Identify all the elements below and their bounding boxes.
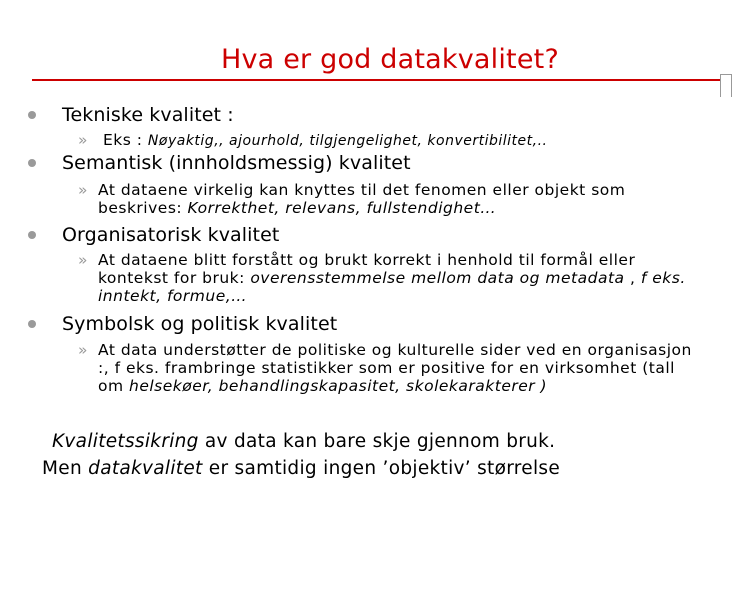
sub-text: At data understøtter de politiske og kulturelle sider ved en organisasjon	[98, 341, 692, 359]
sub-bullet-marker-icon: »	[78, 341, 88, 359]
sub-bullet-marker-icon: »	[78, 131, 88, 149]
sub-text-italic: overensstemmelse mellom data og metadata	[250, 269, 625, 287]
sub-bullet-semantisk	[78, 181, 718, 217]
sub-text-italic: helsekøer, behandlingskapasitet, skolekarakterer )	[129, 377, 548, 395]
sub-text-italic: Nøyaktig,, ajourhold, tilgjengelighet, konvertibilitet,..	[147, 133, 548, 149]
closing-italic: datakvalitet	[88, 458, 203, 479]
bullet-organisatorisk	[28, 224, 279, 246]
closing-italic: Kvalitetssikring	[52, 431, 199, 452]
bullet-heading: Semantisk (innholdsmessig) kvalitet	[62, 152, 411, 174]
sub-text: At dataene virkelig kan knyttes til det fenomen eller objekt som	[98, 181, 626, 199]
closing-text: av data kan bare skje gjennom bruk.	[198, 431, 556, 452]
sub-text: kontekst for bruk:	[98, 269, 251, 287]
sub-bullet-marker-icon: »	[78, 251, 88, 269]
sub-text: :, f eks. frambringe statistikker som er positive for en virksomhet (tall	[98, 359, 675, 377]
sub-text-italic: f eks.	[640, 269, 686, 287]
sub-text-italic: Korrekthet, relevans, fullstendighet…	[187, 199, 497, 217]
sub-bullet-symbolsk	[78, 341, 718, 395]
closing-text: Men	[42, 458, 89, 479]
slide-title: Hva er god datakvalitet?	[221, 44, 559, 75]
bullet-dot-icon	[28, 159, 36, 167]
rule-end-cap	[720, 74, 732, 97]
sub-bullet-marker-icon: »	[78, 181, 88, 199]
bullet-symbolsk	[28, 313, 337, 335]
bullet-heading: Symbolsk og politisk kvalitet	[62, 313, 338, 335]
sub-text: om	[98, 377, 130, 395]
bullet-heading: Organisatorisk kvalitet	[62, 224, 280, 246]
sub-bullet-tekniske	[78, 131, 718, 150]
closing-statement	[42, 428, 560, 482]
bullet-tekniske	[28, 104, 234, 126]
title-rule	[32, 79, 720, 81]
bullet-dot-icon	[28, 111, 36, 119]
sub-text: At dataene blitt forstått og brukt korrekt i henhold til formål eller	[98, 251, 636, 269]
sub-bullet-organisatorisk	[78, 251, 718, 305]
sub-text: ,	[624, 269, 641, 287]
bullet-heading: Tekniske kvalitet :	[62, 104, 234, 126]
sub-text-italic: inntekt, formue,…	[98, 287, 248, 305]
sub-text-normal: Eks :	[103, 131, 148, 149]
bullet-dot-icon	[28, 320, 36, 328]
closing-text: er samtidig ingen ’objektiv’ størrelse	[202, 458, 561, 479]
sub-text: beskrives:	[98, 199, 188, 217]
bullet-semantisk	[28, 152, 411, 174]
bullet-dot-icon	[28, 231, 36, 239]
